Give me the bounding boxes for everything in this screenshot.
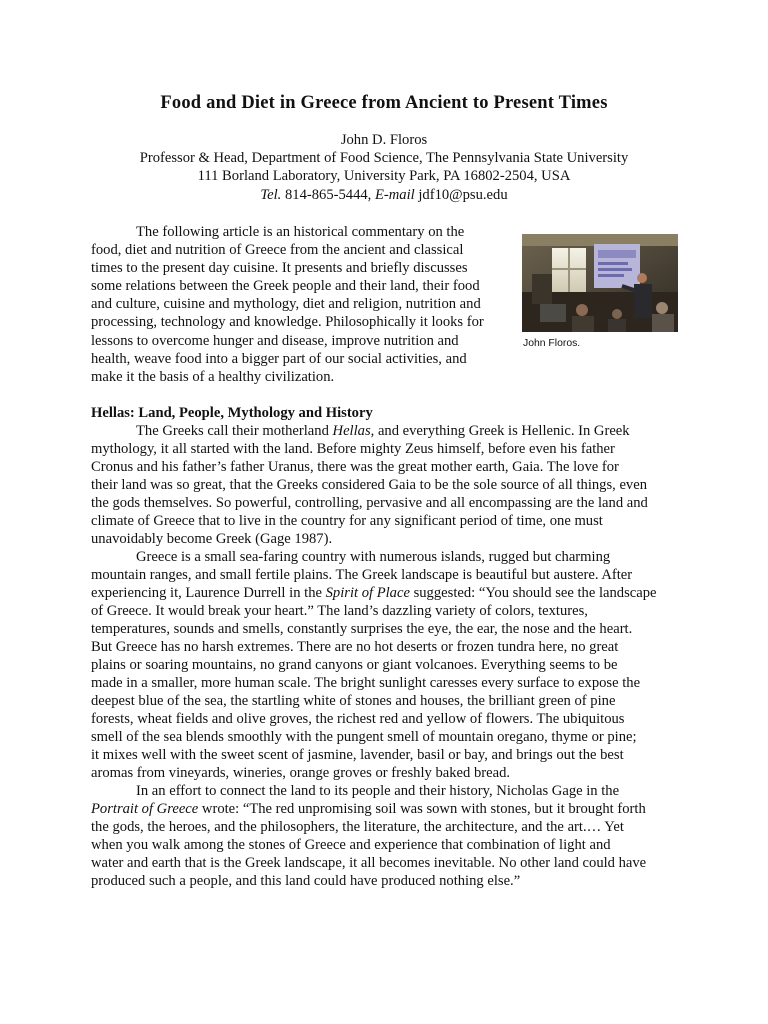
author-photo [522, 234, 678, 332]
text-run: experiencing it, Laurence Durrell in the [91, 585, 326, 601]
section-body [91, 404, 681, 890]
body-line: But Greece has no harsh extremes. There are no hot deserts or frozen tundra here, no great [91, 639, 619, 655]
body-line: smell of the sea blends smoothly with the pungent smell of mountain oregano, thyme or pine; [91, 729, 637, 745]
author-block [0, 131, 768, 204]
intro-paragraph [91, 223, 516, 386]
body-line [91, 584, 681, 602]
body-line: climate of Greece that to live in the country for any significant period of time, one must [91, 513, 603, 529]
body-line [91, 422, 681, 440]
intro-line: some relations between the Greek people and their land, their food [91, 278, 480, 295]
body-line: unavoidably become Greek (Gage 1987). [91, 531, 333, 547]
body-line: forests, wheat fields and olive groves, the richest red and yellow of flowers. The ubiquitous [91, 711, 625, 727]
body-line: produced such a people, and this land could have produced nothing else.” [91, 873, 521, 889]
body-line: mythology, it all started with the land. Before mighty Zeus himself, before even his father [91, 441, 615, 457]
body-line: their land was so great, that the Greeks considered Gaia to be the sole source of all things, even [91, 477, 648, 493]
body-line: water and earth that is the Greek landscape, it all becomes inevitable. No other land could have [91, 855, 647, 871]
body-line: deepest blue of the sea, the startling white of stones and houses, the brilliant green of pine [91, 693, 616, 709]
body-line [91, 800, 681, 818]
body-line: when you walk among the stones of Greece and experience that combination of light and [91, 837, 611, 853]
photo-caption: John Floros. [523, 338, 581, 349]
body-line: the gods themselves. So powerful, controlling, pervasive and all encompassing are the land and [91, 495, 648, 511]
body-line: plains or soaring mountains, no grand canyons or giant volcanoes. Everything seems to be [91, 657, 618, 673]
intro-line: food, diet and nutrition of Greece from the ancient and classical [91, 242, 464, 259]
body-line: aromas from vineyards, wineries, orange groves or freshly baked bread. [91, 765, 511, 781]
body-line: In an effort to connect the land to its people and their history, Nicholas Gage in the [136, 783, 620, 799]
body-line: Cronus and his father’s father Uranus, there was the great mother earth, Gaia. The love for [91, 459, 619, 475]
body-line: made in a smaller, more human scale. The bright sunlight caresses every surface to expose the [91, 675, 641, 691]
section-heading: Hellas: Land, People, Mythology and History [91, 405, 373, 421]
body-line: temperatures, sounds and smells, constantly surprises the eye, the ear, the nose and the heart. [91, 621, 633, 637]
intro-line: health, weave food into a bigger part of our social activities, and [91, 350, 467, 367]
intro-line: make it the basis of a healthy civilization. [91, 368, 335, 385]
author-contact [0, 186, 768, 204]
intro-line: lessons to overcome hunger and disease, improve nutrition and [91, 332, 459, 349]
intro-line: times to the present day cuisine. It presents and briefly discusses [91, 260, 468, 277]
author-name: John D. Floros [340, 132, 428, 148]
body-line: mountain ranges, and small fertile plains. The Greek landscape is beautiful but austere. After [91, 567, 633, 583]
text-run: The Greeks call their motherland [136, 423, 333, 439]
italic-title: Portrait of Greece [91, 801, 199, 817]
body-line: Greece is a small sea-faring country with numerous islands, rugged but charming [136, 549, 611, 565]
italic-title: Spirit of Place [325, 585, 410, 601]
intro-line: processing, technology and knowledge. Philosophically it looks for [91, 314, 484, 331]
text-run: suggested: “You should see the landscape [409, 585, 657, 601]
body-line: it mixes well with the sweet scent of jasmine, lavender, basil or bay, and brings out the best [91, 747, 624, 763]
email-label: E-mail [374, 186, 415, 203]
author-address: 111 Borland Laboratory, University Park, PA 16802-2504, USA [197, 168, 571, 185]
tel-number: 814-865-5444, [284, 186, 372, 203]
italic-term: Hellas [332, 423, 371, 439]
document-title: Food and Diet in Greece from Ancient to Present Times [160, 93, 608, 113]
email-address: jdf10@psu.edu [418, 186, 508, 203]
text-run: wrote: “The red unpromising soil was sown with stones, but it brought forth [198, 801, 646, 817]
author-affiliation: Professor & Head, Department of Food Science, The Pennsylvania State University [139, 150, 629, 167]
intro-line: and culture, cuisine and mythology, diet and religion, nutrition and [91, 296, 481, 313]
intro-line: The following article is an historical commentary on the [136, 224, 465, 240]
lecture-photo-image [522, 234, 678, 332]
text-run: , and everything Greek is Hellenic. In Greek [370, 423, 630, 439]
body-line: the gods, the heroes, and the philosophers, the literature, the architecture, and the art.… Yet [91, 819, 624, 835]
body-line: of Greece. It would break your heart.” The land’s dazzling variety of colors, textures, [91, 603, 588, 619]
tel-label: Tel. [260, 186, 282, 203]
